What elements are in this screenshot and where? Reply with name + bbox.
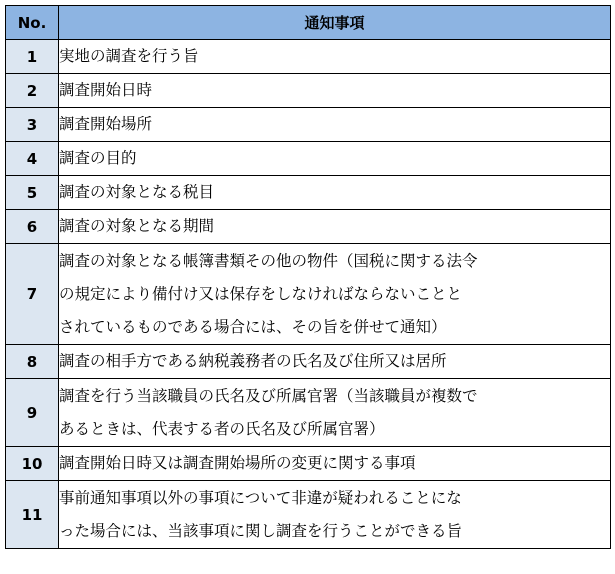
table-row [6, 74, 611, 108]
row-item [59, 210, 611, 244]
row-item-line: 調査の対象となる帳簿書類その他の物件（国税に関する法令 [59, 251, 478, 270]
table-row [6, 345, 611, 379]
notification-items-table [5, 5, 611, 549]
table-row [6, 40, 611, 74]
row-item [59, 74, 611, 108]
row-item-line: 調査の対象となる期間 [59, 217, 215, 235]
row-item [59, 481, 611, 549]
row-item-line: の規定により備付け又は保存をしなければならないことと [59, 284, 463, 303]
table-row [6, 210, 611, 244]
header-no: No. [6, 6, 59, 40]
row-item [59, 40, 611, 74]
row-number: 1 [6, 40, 59, 74]
row-number: 8 [6, 345, 59, 379]
row-item-line: 実地の調査を行う旨 [59, 47, 199, 65]
row-number: 9 [6, 379, 59, 447]
table-row [6, 176, 611, 210]
row-item-line: 事前通知事項以外の事項について非違が疑われることにな [59, 488, 462, 507]
table-row [6, 244, 611, 345]
row-item-line: されているものである場合には、その旨を併せて通知） [59, 317, 447, 336]
row-item [59, 379, 611, 447]
row-item-line: 調査開始日時又は調査開始場所の変更に関する事項 [59, 454, 416, 472]
table-row [6, 142, 611, 176]
row-number: 4 [6, 142, 59, 176]
row-item-line: 調査開始場所 [59, 115, 153, 133]
table-header-row [6, 6, 611, 40]
row-item [59, 108, 611, 142]
header-notification-item: 通知事項 [59, 6, 611, 40]
row-item-line: 調査開始日時 [59, 81, 153, 99]
table-row [6, 481, 611, 549]
row-item [59, 176, 611, 210]
row-item-line: あるときは、代表する者の氏名及び所属官署） [59, 419, 385, 438]
row-number: 7 [6, 244, 59, 345]
row-item [59, 345, 611, 379]
table-row [6, 108, 611, 142]
row-number: 6 [6, 210, 59, 244]
row-item [59, 244, 611, 345]
row-item-line: 調査を行う当該職員の氏名及び所属官署（当該職員が複数で [59, 386, 478, 405]
row-item [59, 142, 611, 176]
row-number: 11 [6, 481, 59, 549]
row-item-line: 調査の対象となる税目 [59, 183, 215, 201]
row-item-line: った場合には、当該事項に関し調査を行うことができる旨 [59, 521, 463, 540]
row-number: 2 [6, 74, 59, 108]
table-body [6, 40, 611, 549]
table-row [6, 447, 611, 481]
row-item [59, 447, 611, 481]
row-number: 3 [6, 108, 59, 142]
row-number: 10 [6, 447, 59, 481]
row-item-line: 調査の相手方である納税義務者の氏名及び住所又は居所 [59, 352, 447, 370]
table-row [6, 379, 611, 447]
row-item-line: 調査の目的 [59, 149, 137, 167]
row-number: 5 [6, 176, 59, 210]
